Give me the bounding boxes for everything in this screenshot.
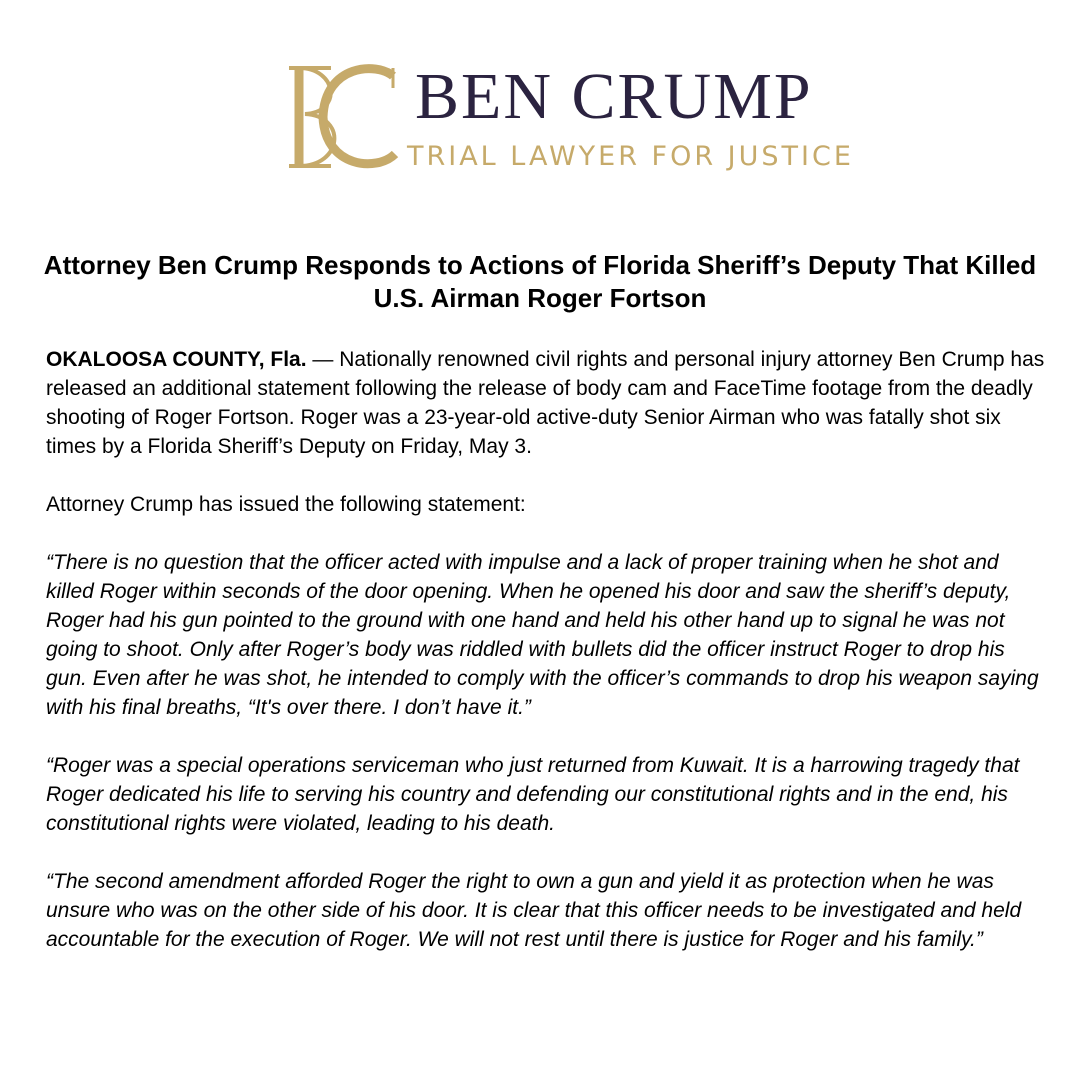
quote-paragraph-1: “There is no question that the officer acted with impulse and a lack of proper training when he shot and killed Roger within seconds of the door opening. When he opened his door and saw the sheriff’s deputy, Roger had his gun pointed to the ground with one hand and held his other hand up to signal he was not going to shoot. Only after Roger’s body was riddled with bullets did the officer instruct Roger to drop his gun. Even after he was shot, he intended to comply with the officer’s commands to drop his weapon saying with his final breaths, “It's over there. I don’t have it.”	[46, 551, 1039, 719]
logo-name: BEN CRUMP	[415, 60, 813, 133]
intro-paragraph	[46, 345, 1046, 461]
intro-text: — Nationally renowned civil rights and personal injury attorney Ben Crump has released an additional statement following the release of body cam and FaceTime footage from the deadly shooting of Roger Fortson. Roger was a 23-year-old active-duty Senior Airman who was fatally shot six times by a Florida Sheriff’s Deputy on Friday, May 3.	[46, 348, 1045, 458]
bc-monogram-icon	[285, 62, 400, 172]
headline: Attorney Ben Crump Responds to Actions of Florida Sheriff’s Deputy That Killed U.S. Airman Roger Fortson	[43, 250, 1037, 313]
logo	[285, 60, 854, 174]
quote-paragraph-3: “The second amendment afforded Roger the right to own a gun and yield it as protection when he was unsure who was on the other side of his door. It is clear that this officer needs to be investigated and held accountable for the execution of Roger. We will not rest until there is justice for Roger and his family.”	[46, 870, 1022, 951]
lead-in-paragraph: Attorney Crump has issued the following statement:	[46, 493, 526, 516]
dateline: OKALOOSA COUNTY, Fla.	[46, 348, 307, 371]
press-release-body	[46, 345, 1046, 983]
quote-paragraph-2: “Roger was a special operations serviceman who just returned from Kuwait. It is a harrowing tragedy that Roger dedicated his life to serving his country and defending our constitutional rights and in the end, his constitutional rights were violated, leading to his death.	[46, 754, 1020, 835]
logo-tagline: TRIAL LAWYER FOR JUSTICE	[407, 141, 854, 172]
